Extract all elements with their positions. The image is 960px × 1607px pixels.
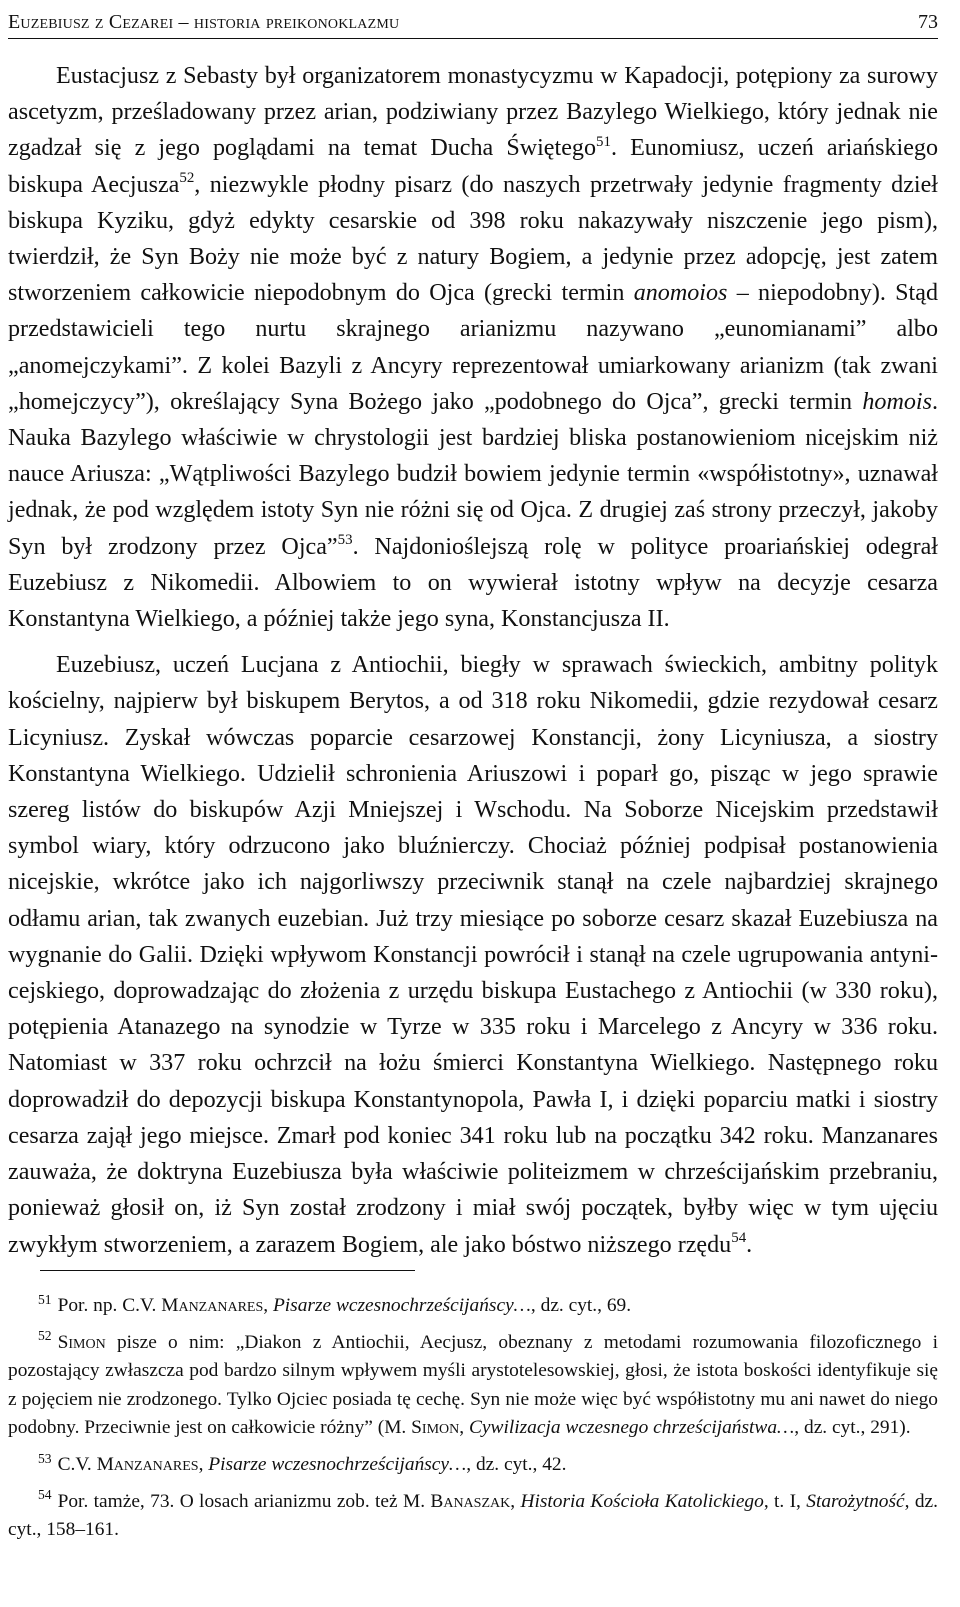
text-run: . Najdonioślejszą rolę w polityce proariańskiej odegrał Euzebiusz z Nikomedii. Albowiem to on wywierał istotny wpływ na decyzje cesarza Konstantyna Wielkiego, a później także jego syna, Konstancjusza II. xyxy=(8,533,939,633)
text-run: . xyxy=(746,1231,753,1258)
text-run: , xyxy=(510,1490,521,1512)
footnotes xyxy=(8,1292,938,1553)
page-number: 73 xyxy=(918,11,938,33)
greek-term: homois xyxy=(862,388,932,415)
author-name: Manzanares xyxy=(161,1295,264,1316)
footnote-53 xyxy=(8,1451,938,1480)
footnote-51 xyxy=(8,1292,938,1321)
text-run: , dz. cyt., 291). xyxy=(794,1417,911,1439)
book-title: Cywilizacja wczesnego chrześcijaństwa… xyxy=(468,1417,795,1439)
author-name: Manzanares xyxy=(96,1453,199,1475)
footnote-number: 52 xyxy=(38,1328,52,1344)
text-run: . Nauka Bazylego właściwie w chrystologii jest bardziej bliska postanowieniom nicejskim niż nauce Ariusza: „Wątpliwości Bazylego budził bowiem jedynie termin «współistotny», uznawał jednak, że pod względem istoty Syn nie różni się od Ojca. Z drugiej zaś strony przeczył, jakoby Syn był zrodzony przez Ojca” xyxy=(8,388,938,560)
text-run: , xyxy=(263,1295,273,1316)
text-run: , dz. cyt., 69. xyxy=(530,1295,632,1316)
paragraph-1 xyxy=(8,58,938,637)
running-header xyxy=(8,2,938,39)
book-title: Pisarze wczesnochrześcijańscy… xyxy=(208,1453,467,1475)
paragraph-2 xyxy=(8,647,938,1262)
text-run: pisze o nim: „Diakon z Antiochii, Aecjusz, obeznany z metodami rozumowania filozoficznego i pozostający zwłaszcza pod bardzo silnym wpływem myśli arystotelesowskiej, głosi, że istota boskości identyfikuje się z pojęciem nie zrodzonego. Tylko Ojciec posiada tę cechę. Syn nie może więc być współistotny mu ani nawet do niego podobny. Przeciwnie jest on całkowicie różny” (M. xyxy=(8,1331,938,1439)
author-name: Simon xyxy=(411,1417,460,1439)
author-name: Simon xyxy=(57,1331,106,1353)
text-run: , xyxy=(459,1417,469,1439)
text-run: , dz. cyt., 42. xyxy=(466,1453,567,1475)
text-run: Por. tamże, 73. O losach arianizmu zob. też M. xyxy=(57,1490,431,1512)
greek-term: anomoios xyxy=(633,280,728,307)
footnote-number: 53 xyxy=(38,1450,52,1466)
text-run: Euzebiusz, uczeń Lucjana z Antiochii, biegły w sprawach świeckich, ambitny polityk kościelny, najpierw był biskupem Berytos, a od 318 roku Nikomedii, gdzie rezydował cesarz Licyniusz. Zyskał wówczas poparcie cesarzowej Konstancji, żony Licyniusza, a siostry Konstantyna Wielkiego. Udzielił schronienia Ariuszowi i poparł go, pisząc w jego sprawie szereg listów do biskupów Azji Mniejszej i Wschodu. Na Soborze Nicejskim przedstawił symbol wiary, który odrzucono jako bluźnierczy. Chociaż później podpisał postanowienia nicejskie, wkrótce jako ich najgorliwszy przeciwnik stanął na czele najbardziej skrajnego odłamu arian, tak zwanych euzebian. Już trzy miesiące po soborze cesarz skazał Euzebiusza na wygnanie do Galii. Dzięki wpływom Konstancji powrócił i stanął na czele ugrupowania antynicejskiego, doprowadzając do złożenia z urzędu biskupa Eustachego z Antiochii (w 330 roku), potępienia Atanazego na synodzie w Tyrze w 335 roku i Marcelego z Ancyry w 336 roku. Natomiast w 337 roku ochrzcił na łożu śmierci Konstantyna Wielkiego. Następnego roku doprowadził do depozycji biskupa Konstantynopola, Pawła I, i dzięki poparciu matki i siostry cesarza zajął jego miejsce. Zmarł pod koniec 341 roku lub na początku 342 roku. Manzanares zauważa, że doktryna Euzebiusza była właściwie politeizmem w chrześcijańskim przebraniu, ponieważ głosił on, iż Syn został zrodzony i miał swój początek, byłby więc w tym ujęciu zwykłym stworzeniem, a zarazem Bogiem, ale jako bóstwo niższego rzędu xyxy=(8,652,938,1258)
footnote-52 xyxy=(8,1329,938,1443)
text-run: . Eunomiusz, uczeń ariańskiego biskupa Aecjusza xyxy=(8,135,938,198)
text-run: – niepodobny). Stąd przedstawicieli tego nurtu skrajnego arianizmu nazywano „eunomianami” albo „anomejczykami”. Z kolei Bazyli z Ancyry reprezentował umiarkowany arianizm (tak zwani „homejczycy”), określający Syna Bożego jako „podobnego do Ojca”, grecki termin xyxy=(8,280,938,415)
text-run: , niezwykle płodny pisarz (do naszych przetrwały jedynie fragmenty dzieł biskupa Kyziku, gdyż edykty cesarskie od 398 roku nakazywały niszczenie jego pism), twierdził, że Syn Boży nie może być z natury Bogiem, a jedynie przez adopcję, jest zatem stworzeniem całkowicie niepodobnym do Ojca (grecki termin xyxy=(8,171,938,307)
text-run: , xyxy=(198,1453,209,1475)
footnote-54 xyxy=(8,1488,938,1545)
text-run: Por. np. C.V. xyxy=(57,1295,162,1316)
footnote-number: 51 xyxy=(38,1291,52,1307)
author-name: Banaszak xyxy=(430,1490,511,1512)
text-run: Eustacjusz z Sebasty był organizatorem monastycyzmu w Kapadocji, potępiony za surowy ascetyzm, prześladowany przez arian, podziwiany przez Bazylego Wielkiego, który jednak nie zgadzał się z jego poglądami na temat Ducha Świętego xyxy=(8,63,938,162)
book-title: Historia Kościoła Katolickiego xyxy=(520,1490,764,1512)
main-text xyxy=(8,58,938,1263)
footnote-separator xyxy=(40,1270,415,1271)
footnote-ref-51: 51 xyxy=(596,133,611,150)
text-run: , t. I, xyxy=(763,1490,807,1512)
footnote-ref-52: 52 xyxy=(179,169,195,186)
book-title: Starożytność xyxy=(806,1490,905,1512)
text-run: , dz. cyt., 158–161. xyxy=(8,1490,938,1541)
text-run: C.V. xyxy=(57,1453,97,1475)
footnote-ref-53: 53 xyxy=(337,531,353,548)
footnote-number: 54 xyxy=(38,1487,52,1503)
footnote-ref-54: 54 xyxy=(731,1229,747,1246)
book-title: Pisarze wczesnochrześcijańscy… xyxy=(272,1295,531,1316)
running-title: Euzebiusz z Cezarei – historia preikonoklazmu xyxy=(8,11,400,33)
